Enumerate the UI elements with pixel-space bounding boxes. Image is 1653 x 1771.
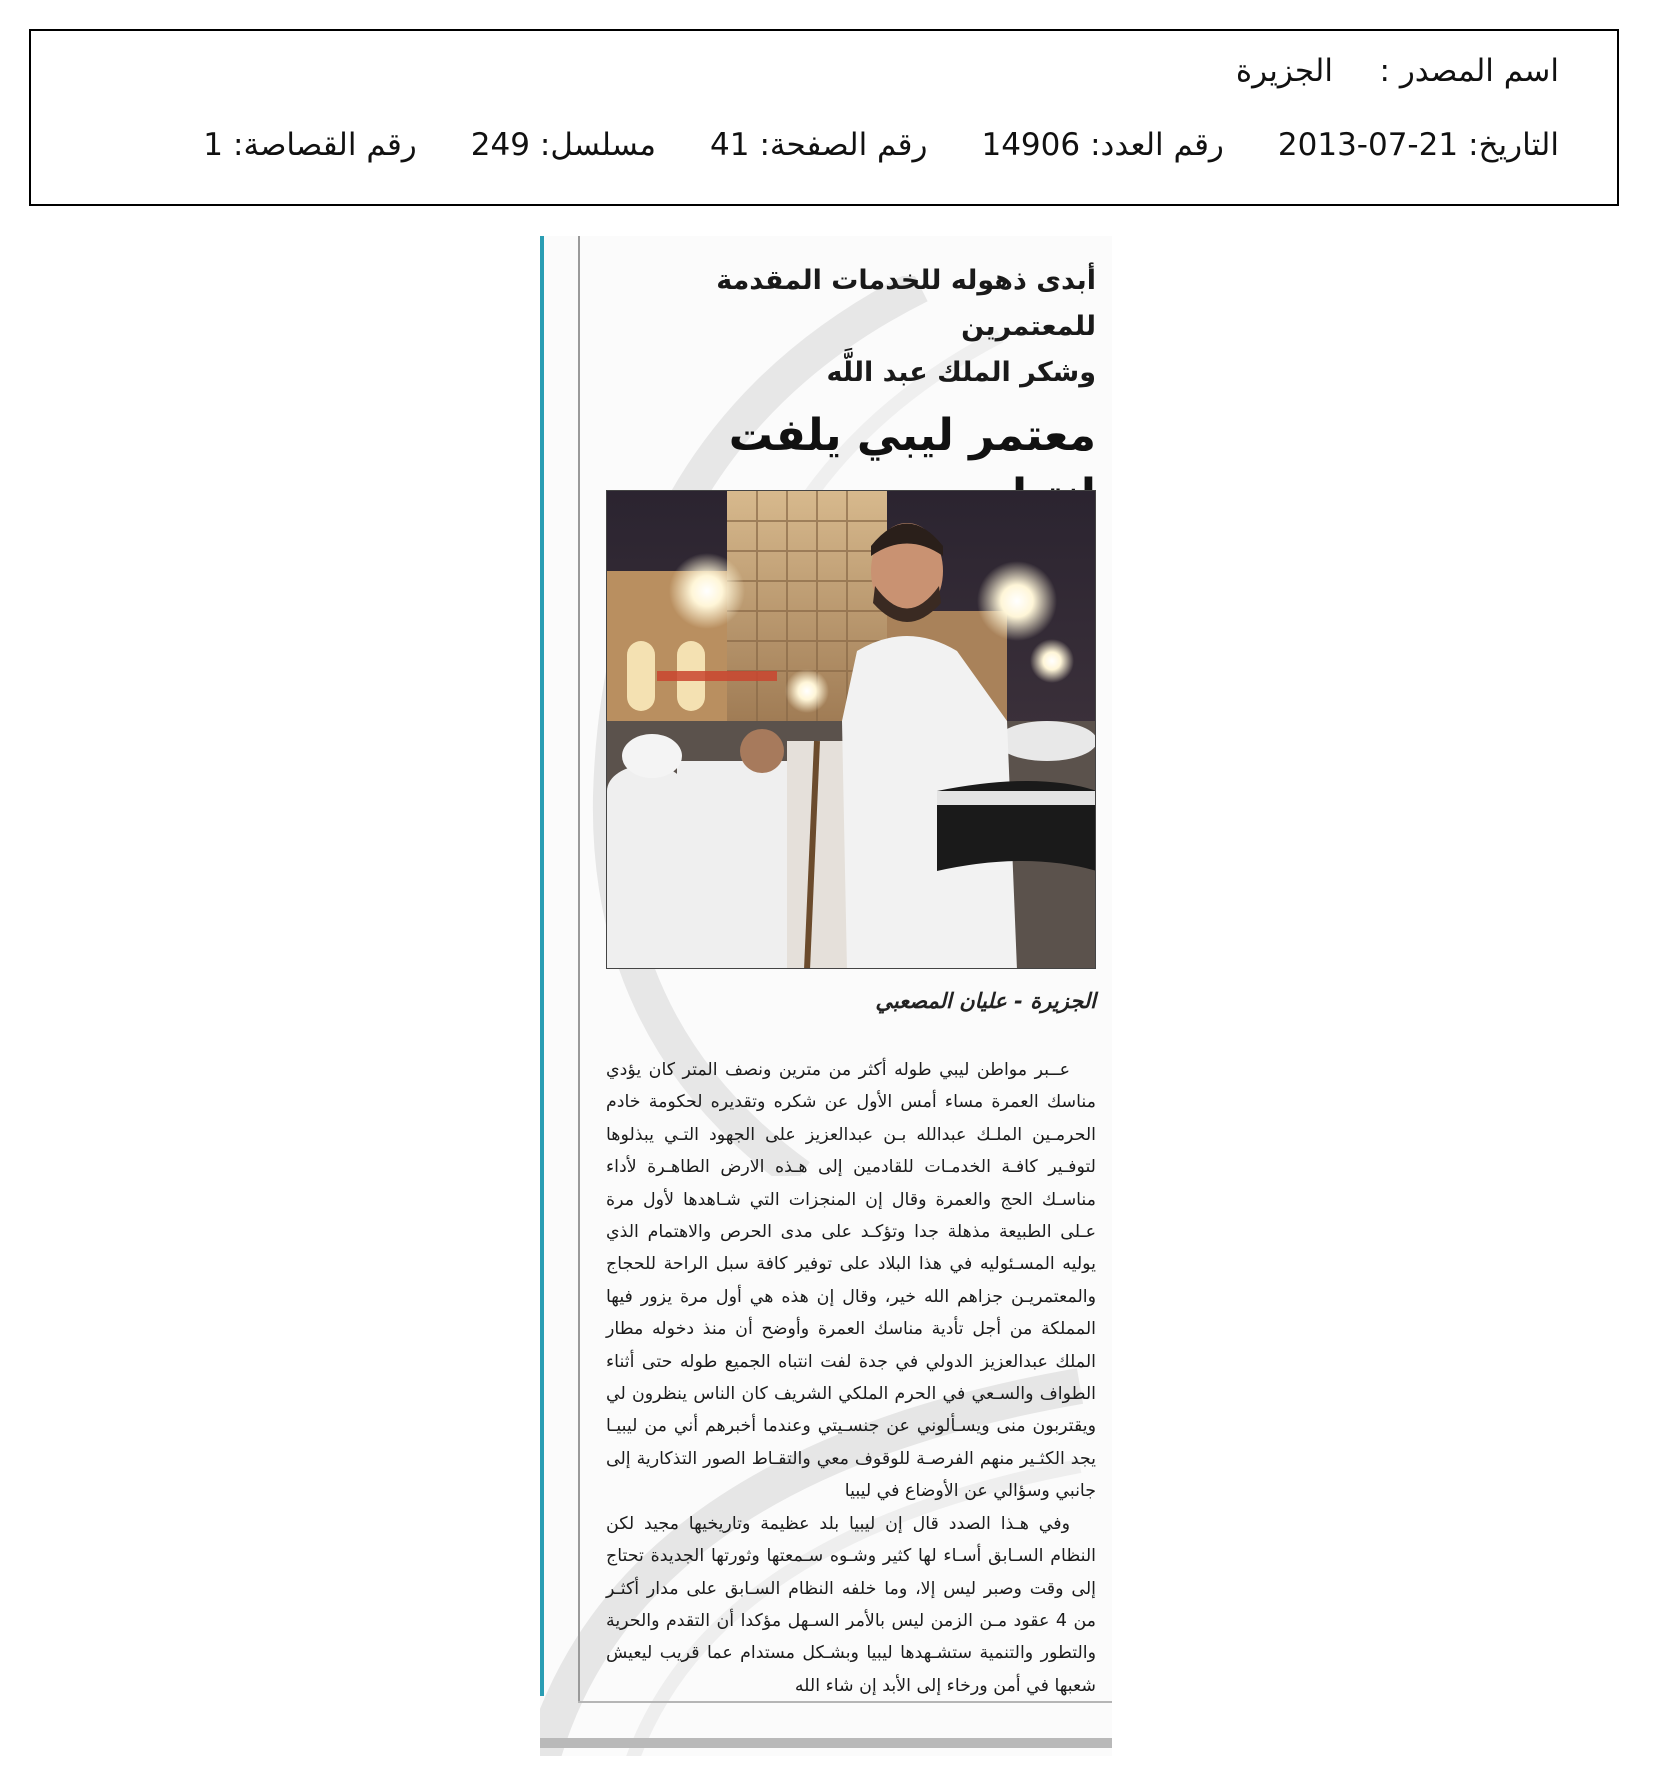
page-label: رقم الصفحة: bbox=[759, 127, 928, 163]
page-field bbox=[710, 127, 927, 163]
source-value: الجزيرة bbox=[1235, 53, 1333, 89]
issue-label: رقم العدد: bbox=[1090, 127, 1224, 163]
article-body bbox=[606, 1054, 1096, 1702]
kicker-line-1: أبدى ذهوله للخدمات المقدمة للمعتمرين bbox=[716, 265, 1096, 342]
clip-number-label: رقم القصاصة: bbox=[233, 127, 417, 163]
article-paragraph-2: وفي هـذا الصدد قال إن ليبيا بلد عظيمة وتاريخيها مجيد لكن النظام السـابق أسـاء لها كثير وشـوه سـمعتها وثورتها الجديدة تحتاج إلى وقت وصبر ليس إلا، وما خلفه النظام السـابق على مدار أكثـر من 4 عقود مـن الزمن ليس بالأمر السـهل مؤكدا أن التقدم والحرية والتطور والتنمية ستشـهدها ليبيا وبشـكل مستدام عما قريب ليعيش شعبها في أمن ورخاء إلى الأبد إن شاء الله bbox=[606, 1513, 1096, 1696]
byline-paper-name: الجزيرة bbox=[1030, 988, 1096, 1013]
headline-line-1: معتمر ليبي يلفت bbox=[728, 410, 1096, 461]
date-field bbox=[1278, 127, 1559, 163]
clip-number-field bbox=[203, 127, 416, 163]
source-metadata-box bbox=[29, 29, 1619, 206]
column-rule bbox=[578, 236, 580, 1702]
issue-details-row bbox=[203, 127, 1559, 163]
date-value: 2013-07-21 bbox=[1277, 127, 1459, 163]
byline-separator: - bbox=[1006, 989, 1031, 1013]
page-value: 41 bbox=[710, 127, 750, 163]
article-photo bbox=[606, 490, 1096, 969]
source-label: اسم المصدر : bbox=[1379, 53, 1559, 89]
newspaper-clipping bbox=[540, 236, 1112, 1756]
date-label: التاريخ: bbox=[1468, 127, 1559, 163]
photo-illustration bbox=[607, 491, 1096, 969]
issue-field bbox=[981, 127, 1223, 163]
article-kicker bbox=[606, 258, 1096, 396]
clipping-bottom-bar bbox=[540, 1738, 1112, 1748]
byline-author: عليان المصعبي bbox=[875, 989, 1007, 1013]
clipping-edge-accent bbox=[540, 236, 544, 1696]
article-byline bbox=[606, 988, 1096, 1013]
source-row bbox=[1236, 53, 1559, 89]
source-field bbox=[1236, 53, 1559, 89]
serial-field bbox=[471, 127, 656, 163]
serial-value: 249 bbox=[470, 127, 530, 163]
kicker-line-2: وشكر الملك عبد اللَّه bbox=[826, 357, 1096, 388]
clip-number-value: 1 bbox=[203, 127, 224, 163]
serial-label: مسلسل: bbox=[539, 127, 657, 163]
article-paragraph-1: عــبر مواطن ليبي طوله أكثر من مترين ونصف المتر كان يؤدي مناسك العمرة مساء أمس الأول عن شكره وتقديره لحكومة خادم الحرمـين الملـك عبدالله بـن عبدالعزيز على الجهود التـي يبذلوها لتوفـير كافـة الخدمـات للقادمين إلى هـذه الارض الطاهـرة لأداء مناسـك الحج والعمرة وقال إن المنجزات التي شـاهدها لأول مرة عـلى الطبيعة مذهلة جدا وتؤكـد على مدى الحرص والاهتمام الذي يوليه المسـئوليه في هذا البلاد على توفير كافة سبل الراحة للحجاج والمعتمريـن جزاهم الله خير، وقال إن هذه هي أول مرة يزور فيها المملكة من أجل تأدية مناسك العمرة وأوضح أن منذ دخوله مطار الملك عبدالعزيز الدولي في جدة لفت انتباه الجميع طوله حتى أثناء الطواف والسـعي في الحرم الملكي الشريف كان الناس ينظرون لي ويقتربون منى ويسـألوني عن جنسـيتي وعندما أخبرهم أني من ليبيـا يجد الكثـير منهم الفرصـة للوقوف معي والتقـاط الصور التذكارية إلى جانبي وسؤالي عن الأوضاع في ليبيا bbox=[606, 1060, 1096, 1502]
issue-value: 14906 bbox=[981, 127, 1081, 163]
